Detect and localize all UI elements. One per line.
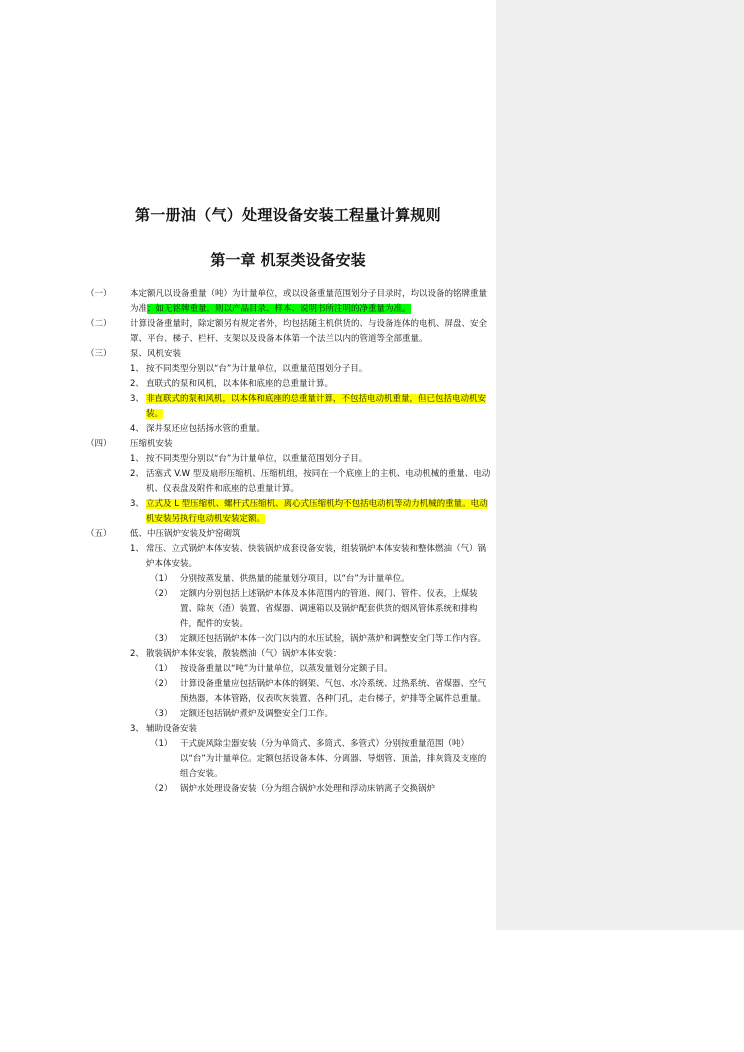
item-text xyxy=(180,587,494,632)
item-number: 2、 xyxy=(130,649,144,659)
list-item xyxy=(86,737,494,782)
list-item xyxy=(86,707,494,722)
item-text xyxy=(146,362,494,377)
book-title: 第一册油（气）处理设备安装工程量计算规则 xyxy=(134,206,441,224)
item-text xyxy=(146,647,494,662)
list-item xyxy=(86,527,494,542)
text-segment: 低、中压锅炉安装及炉窑砌筑 xyxy=(130,529,241,539)
list-item xyxy=(86,782,494,797)
text-segment: 直联式的泵和风机，以本体和底座的总重量计算。 xyxy=(146,379,334,389)
text-segment: 计算设备重量时，除定额另有规定者外，均包括随主机供货的、与设备连体的电机、屏盘、安全罩、平台、梯子、栏杆、支架以及设备本体第一个法兰以内的管道等全部重量。 xyxy=(130,319,488,344)
list-item xyxy=(86,632,494,647)
text-segment: 定额还包括锅炉本体一次门以内的水压试验，锅炉蒸炉和调整安全门等工作内容。 xyxy=(180,634,487,644)
list-item xyxy=(86,647,494,662)
text-segment: 泵、风机安装 xyxy=(130,349,182,359)
item-number: （2） xyxy=(150,589,173,599)
item-number: 2、 xyxy=(130,379,144,389)
list-item xyxy=(86,377,494,392)
item-text xyxy=(130,527,494,542)
text-segment: 定额还包括锅炉煮炉及调整安全门工作。 xyxy=(180,709,334,719)
item-text xyxy=(146,542,494,572)
item-number: 2、 xyxy=(130,469,144,479)
text-segment: 压缩机安装 xyxy=(130,439,173,449)
text-segment: 分别按蒸发量、供热量的能量划分项目，以“台”为计量单位。 xyxy=(180,574,410,584)
item-text xyxy=(180,662,494,677)
list-item xyxy=(86,722,494,737)
item-number: （3） xyxy=(150,634,173,644)
item-text xyxy=(180,707,494,722)
item-number: 4、 xyxy=(130,424,144,434)
document-page xyxy=(86,0,496,1052)
item-text xyxy=(146,467,494,497)
list-item xyxy=(86,497,494,527)
item-number: （1） xyxy=(150,664,173,674)
list-item xyxy=(86,662,494,677)
item-text xyxy=(130,437,494,452)
item-number: 1、 xyxy=(130,364,144,374)
chapter-title: 第一章 机泵类设备安装 xyxy=(210,251,366,269)
item-text xyxy=(130,317,494,347)
item-number: 3、 xyxy=(130,499,144,509)
highlighted-text: 立式及 L 型压缩机、螺杆式压缩机、离心式压缩机均不包括电动机等动力机械的重量。电动机安装另执行电动机安装定额。 xyxy=(146,499,488,524)
text-segment: 散装锅炉本体安装，散装燃油（气）锅炉本体安装： xyxy=(146,649,342,659)
comments-pane xyxy=(496,0,744,930)
item-text xyxy=(180,677,494,707)
item-number: （三） xyxy=(86,349,112,359)
text-segment: 深井泵还应包括扬水管的重量。 xyxy=(146,424,266,434)
list-item xyxy=(86,347,494,362)
item-number: 3、 xyxy=(130,724,144,734)
item-number: （一） xyxy=(86,289,112,299)
item-text xyxy=(146,377,494,392)
text-segment: 辅助设备安装 xyxy=(146,724,198,734)
item-number: （2） xyxy=(150,679,173,689)
text-segment: 按不同类型分别以“台”为计量单位，以重量范围划分子目。 xyxy=(146,454,368,464)
item-text xyxy=(180,572,494,587)
list-item xyxy=(86,392,494,422)
list-item xyxy=(86,572,494,587)
text-segment: 计算设备重量应包括锅炉本体的钢架、气包、水冷系统、过热系统、省煤器、空气预热器，本体管路，仪表吹灰装置、各种门孔，走台梯子，炉排等全属件总重量。 xyxy=(180,679,487,704)
item-number: （1） xyxy=(150,739,173,749)
item-text xyxy=(146,452,494,467)
item-text xyxy=(146,392,494,422)
item-number: （1） xyxy=(150,574,173,584)
list-item xyxy=(86,542,494,572)
text-segment: 活塞式 V.W 型及扇形压缩机、压缩机组，按同在一个底座上的主机、电动机械的重量、电动机、仪表盘及附件和底座的总重量计算。 xyxy=(146,469,491,494)
list-item xyxy=(86,317,494,347)
list-item xyxy=(86,437,494,452)
list-item xyxy=(86,452,494,467)
list-item xyxy=(86,467,494,497)
item-text xyxy=(130,287,494,317)
text-segment: 按设备重量以“吨”为计量单位，以蒸发量划分定额子目。 xyxy=(180,664,393,674)
item-number: 1、 xyxy=(130,454,144,464)
list-item xyxy=(86,587,494,632)
highlighted-text: ；如无铭牌重量，则以产品目录、样本、说明书所注明的净重量为准。 xyxy=(147,304,411,314)
list-item xyxy=(86,422,494,437)
item-text xyxy=(180,632,494,647)
item-number: 3、 xyxy=(130,394,144,404)
item-number: （二） xyxy=(86,319,112,329)
text-segment: 锅炉水处理设备安装（分为组合锅炉水处理和浮动床钠离子交换锅炉 xyxy=(180,784,436,794)
item-text xyxy=(146,422,494,437)
list-item xyxy=(86,677,494,707)
list-item xyxy=(86,287,494,317)
item-text xyxy=(146,722,494,737)
list-item xyxy=(86,362,494,377)
text-segment: 干式旋风除尘器安装（分为单筒式、多筒式、多管式）分别按重量范围（吨）以“台”为计量单位。定额包括设备本体、分离器、导烟管、顶盖，排灰筒及支座的组合安装。 xyxy=(180,739,487,779)
item-text xyxy=(180,782,494,797)
text-segment: 按不同类型分别以“台”为计量单位，以重量范围划分子目。 xyxy=(146,364,368,374)
item-text xyxy=(130,347,494,362)
highlighted-text: 非直联式的泵和风机，以本体和底座的总重量计算，不包括电动机重量，但已包括电动机安装。 xyxy=(146,394,487,419)
document-body xyxy=(86,287,494,797)
text-segment: 常压、立式锅炉本体安装、快装锅炉成套设备安装，组装锅炉本体安装和整体燃油（气）锅炉本体安装。 xyxy=(146,544,487,569)
item-number: （2） xyxy=(150,784,173,794)
item-text xyxy=(146,497,494,527)
item-number: 1、 xyxy=(130,544,144,554)
item-text xyxy=(180,737,494,782)
text-segment: 本定额凡以设备重量（吨）为计量单位，或以设备重量范围划分子目录时，均以设备的铭牌重量为准 xyxy=(130,289,488,314)
item-number: （四） xyxy=(86,439,112,449)
item-number: （3） xyxy=(150,709,173,719)
item-number: （五） xyxy=(86,529,112,539)
text-segment: 定额内分别包括上述锅炉本体及本体范围内的管道、阀门、管件、仪表，上煤装置、除灰（渣）装置、省煤器、调速箱以及锅炉配套供货的烟风管体系统和排构件，配件的安装。 xyxy=(180,589,478,629)
